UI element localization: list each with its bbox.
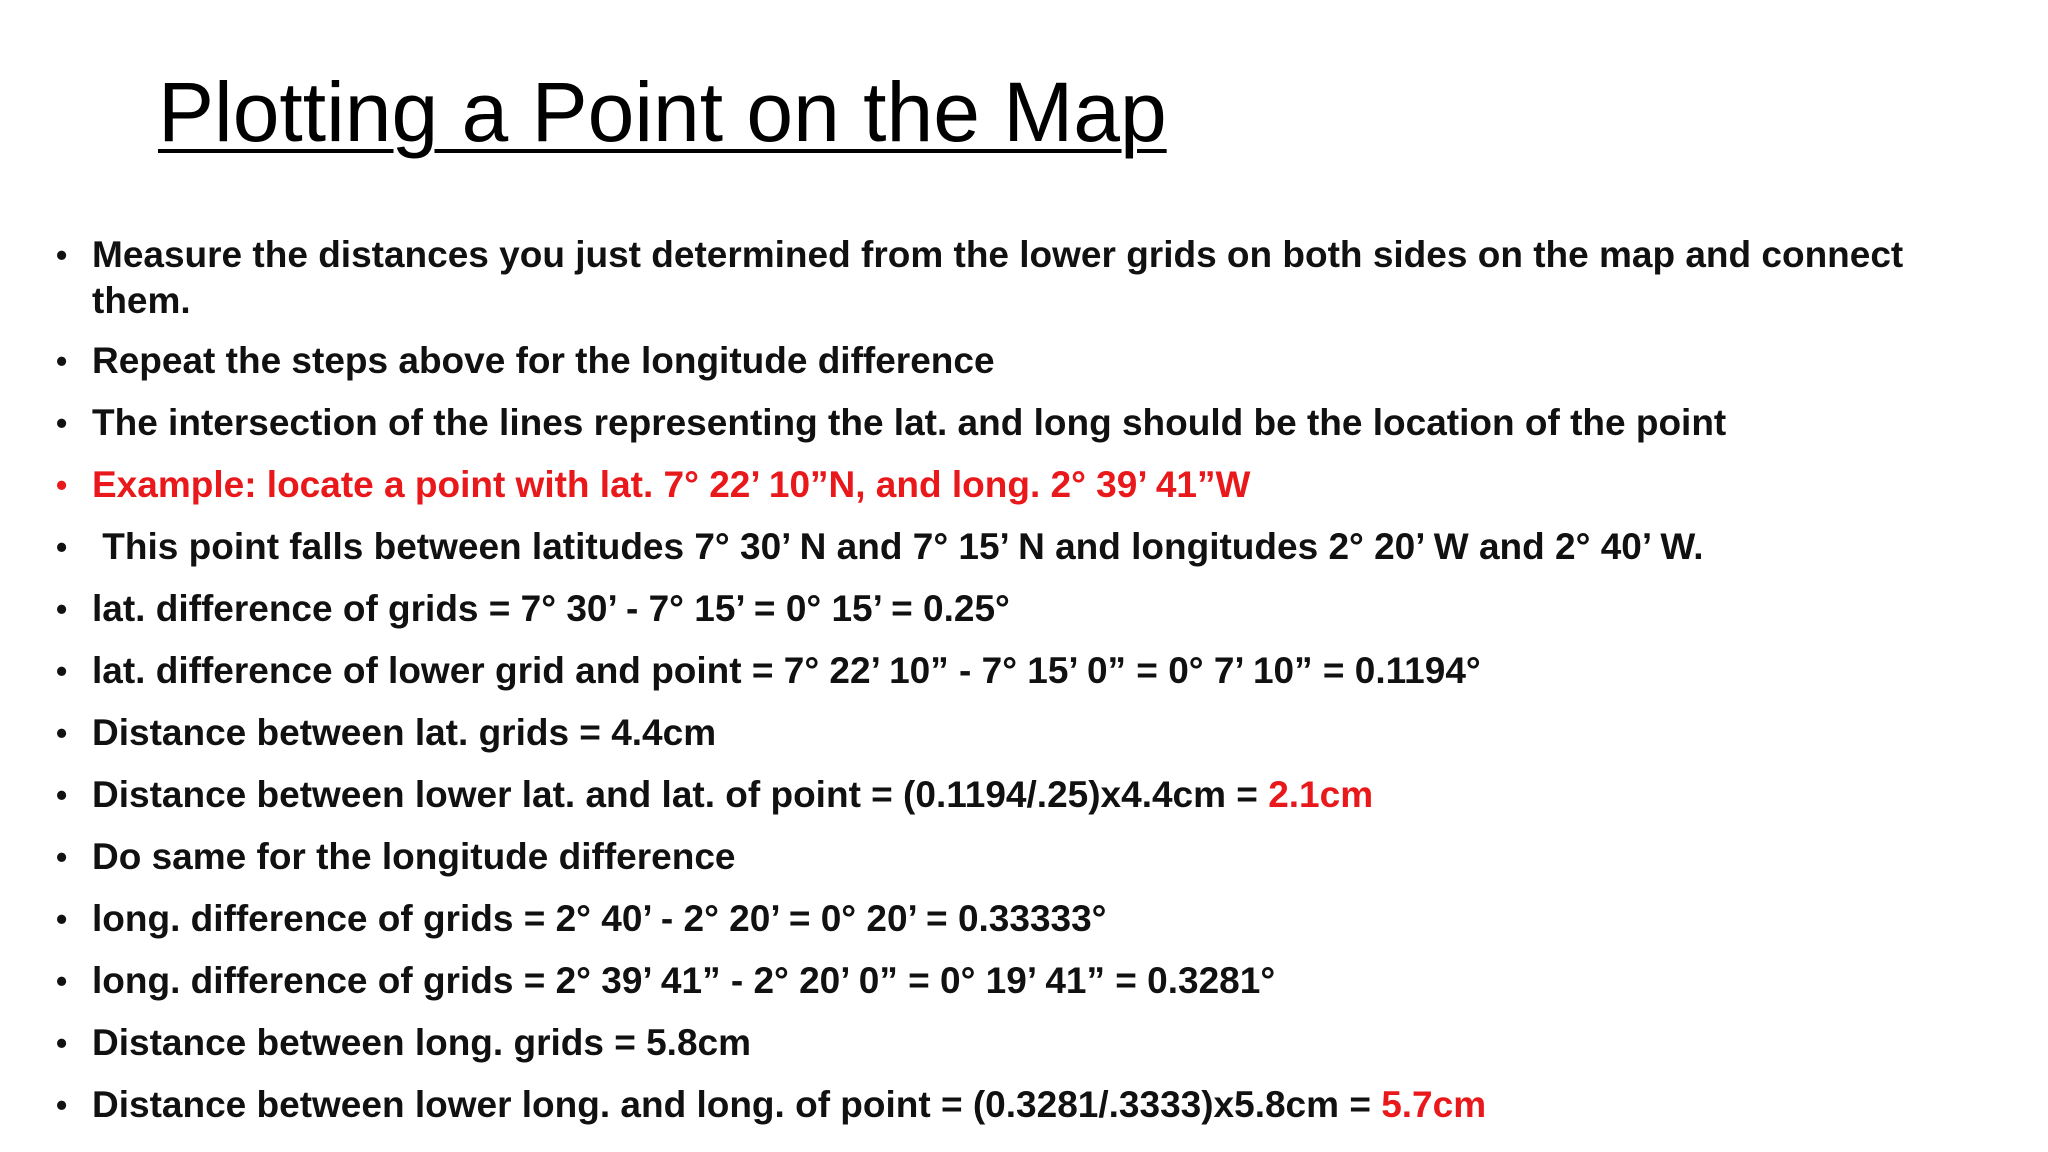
bullet-text: long. difference of grids = 2° 40’ - 2° 20’ = 0° 20’ = 0.33333° (92, 898, 1107, 939)
bullet-text: Example: locate a point with lat. 7° 22’ 10”N, and long. 2° 39’ 41”W (92, 464, 1251, 505)
bullet-text: This point falls between latitudes 7° 30’ N and 7° 15’ N and longitudes 2° 20’ W and 2° 40’ W. (92, 526, 1704, 567)
bullet-text: Measure the distances you just determined from the lower grids on both sides on the map and connect them. (92, 234, 1904, 321)
bullet-item-repeat-steps (56, 338, 1972, 384)
bullet-text: Do same for the longitude difference (92, 836, 736, 877)
bullet-text: The intersection of the lines representing the lat. and long should be the location of the point (92, 402, 1727, 443)
bullet-text: Distance between lower long. and long. of point = (0.3281/.3333)x5.8cm = (92, 1084, 1382, 1125)
bullet-text: Distance between lat. grids = 4.4cm (92, 712, 717, 753)
bullet-marker: • (56, 1087, 68, 1123)
bullet-item-intersection (56, 400, 1972, 446)
bullet-item-lat-difference-grids (56, 586, 1972, 632)
bullet-text: lat. difference of grids = 7° 30’ - 7° 15’ = 0° 15’ = 0.25° (92, 588, 1010, 629)
bullet-marker: • (56, 467, 68, 503)
bullet-marker: • (56, 777, 68, 813)
bullet-item-example (56, 462, 1972, 508)
bullet-item-long-point-distance (56, 1082, 1972, 1128)
bullet-item-long-difference-point (56, 958, 1972, 1004)
bullet-marker: • (56, 343, 68, 379)
bullet-marker: • (56, 653, 68, 689)
result-highlight: 2.1cm (1268, 774, 1374, 815)
bullet-text: Distance between long. grids = 5.8cm (92, 1022, 752, 1063)
bullet-marker: • (56, 715, 68, 751)
bullet-item-long-grid-distance (56, 1020, 1972, 1066)
bullet-marker: • (56, 529, 68, 565)
result-highlight: 5.7cm (1381, 1084, 1487, 1125)
bullet-item-lat-grid-distance (56, 710, 1972, 756)
bullet-marker: • (56, 405, 68, 441)
bullet-text: Repeat the steps above for the longitude difference (92, 340, 995, 381)
bullet-marker: • (56, 839, 68, 875)
bullet-item-measure-distances (56, 232, 1972, 324)
bullet-marker: • (56, 1025, 68, 1061)
slide-title: Plotting a Point on the Map (158, 65, 1167, 159)
bullet-text: lat. difference of lower grid and point = 7° 22’ 10” - 7° 15’ 0” = 0° 7’ 10” = 0.1194° (92, 650, 1481, 691)
bullet-list (56, 232, 1972, 1144)
bullet-marker: • (56, 591, 68, 627)
bullet-item-do-same-longitude (56, 834, 1972, 880)
bullet-item-point-falls-between (56, 524, 1972, 570)
bullet-item-lat-difference-point (56, 648, 1972, 694)
bullet-item-lat-point-distance (56, 772, 1972, 818)
bullet-marker: • (56, 237, 68, 273)
bullet-marker: • (56, 963, 68, 999)
bullet-text: long. difference of grids = 2° 39’ 41” - 2° 20’ 0” = 0° 19’ 41” = 0.3281° (92, 960, 1276, 1001)
bullet-item-long-difference-grids (56, 896, 1972, 942)
bullet-marker: • (56, 901, 68, 937)
bullet-text: Distance between lower lat. and lat. of point = (0.1194/.25)x4.4cm = (92, 774, 1269, 815)
